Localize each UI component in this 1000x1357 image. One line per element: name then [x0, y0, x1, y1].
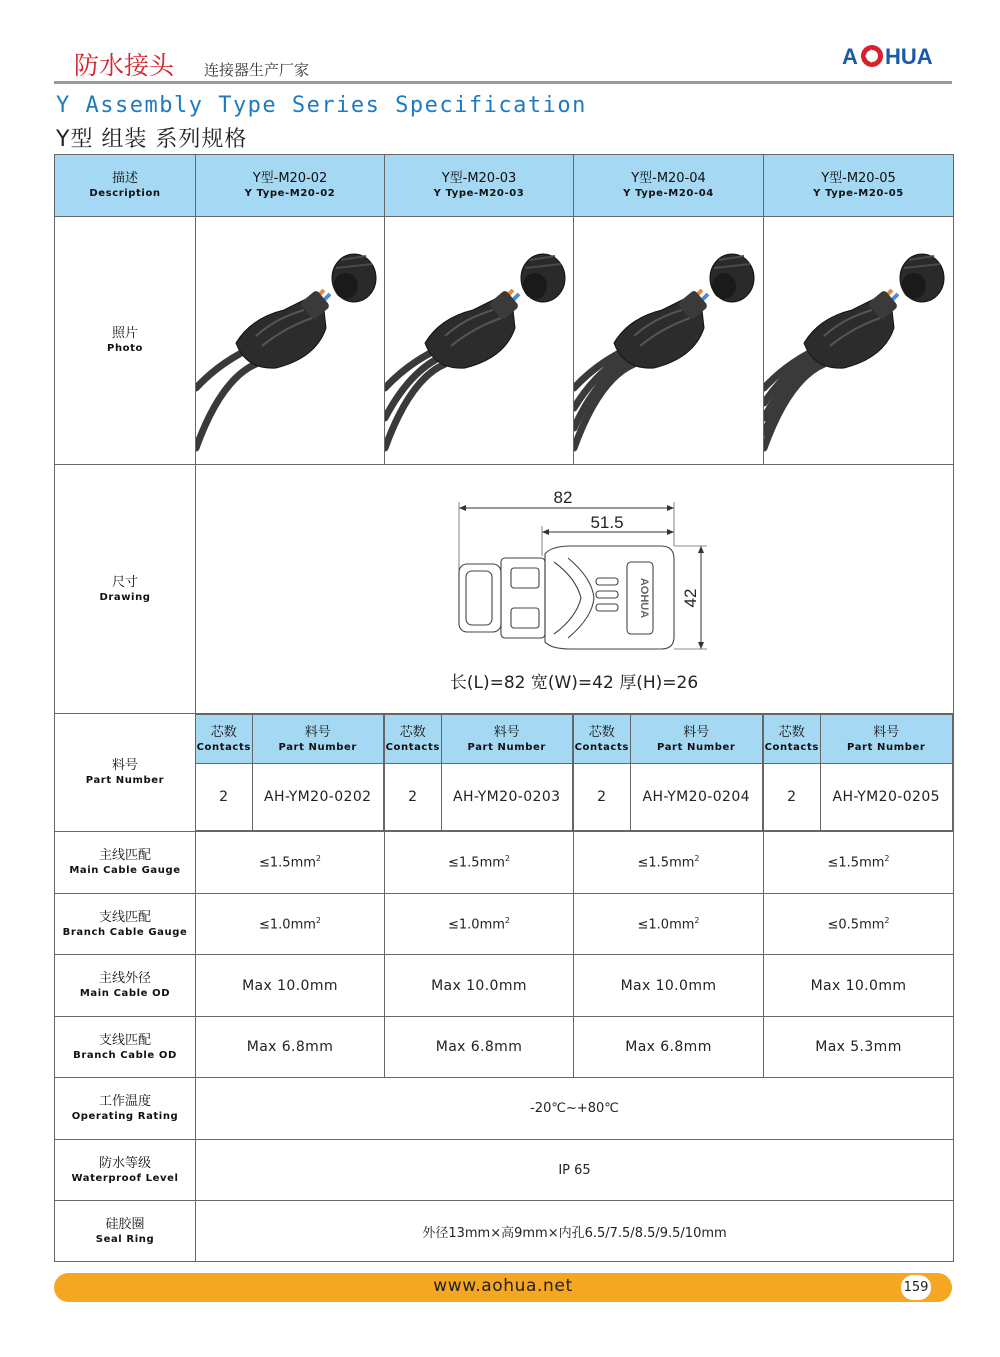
- contacts-value: 2: [196, 764, 252, 831]
- model-header: Y型-M20-05 Y Type-M20-05: [764, 155, 954, 217]
- waterproof-level-row: [55, 1140, 954, 1201]
- branch-cable-od-value: Max 6.8mm: [385, 1017, 574, 1078]
- main-cable-od-label: 主线外径 Main Cable OD: [55, 955, 196, 1017]
- part-number-value: AH-YM20-0202: [252, 764, 384, 831]
- contacts-value: 2: [385, 764, 441, 831]
- branch-cable-gauge-value: ≤1.0mm: [448, 917, 505, 933]
- drawing-label: 尺寸 Drawing: [55, 465, 196, 714]
- contacts-value: 2: [764, 764, 820, 831]
- main-cable-od-value: Max 10.0mm: [196, 955, 385, 1017]
- product-photo: [385, 217, 574, 465]
- header-divider: [54, 81, 952, 84]
- seal-ring-value: 外径13mm×高9mm×内孔6.5/7.5/8.5/9.5/10mm: [196, 1201, 954, 1262]
- operating-rating-row: [55, 1078, 954, 1140]
- branch-cable-od-row: [55, 1017, 954, 1078]
- svg-text:A: A: [842, 44, 858, 69]
- main-cable-gauge-row: 主线匹配 Main Cable Gauge $\le 1.5mm^2$ $\le 1.5mm^2$ $\le 1.5mm^2$ $\le 1.5mm^2$: [55, 832, 954, 894]
- dimension-drawing: [196, 465, 954, 714]
- product-photo: [574, 217, 764, 465]
- dim-height: 42: [681, 588, 700, 607]
- dim-inner: 51.5: [590, 512, 624, 532]
- table-header-row: [55, 155, 954, 217]
- waterproof-level-label: 防水等级 Waterproof Level: [55, 1140, 196, 1201]
- branch-cable-gauge-value: ≤1.0mm: [259, 917, 316, 933]
- main-cable-gauge-value: ≤1.5mm: [827, 855, 885, 871]
- main-cable-od-value: Max 10.0mm: [764, 955, 954, 1017]
- part-number-value: AH-YM20-0204: [630, 764, 763, 831]
- page-title-cn: Y型 组装 系列规格: [56, 127, 248, 152]
- svg-text:HUA: HUA: [885, 44, 933, 69]
- part-number-label: 料号 Part Number: [55, 714, 196, 832]
- aohua-logo: [842, 40, 952, 72]
- photo-row: [55, 217, 954, 465]
- part-number-cell: 芯数 Contacts 料号 Part Number 2 AH-YM20-0203: [385, 714, 574, 832]
- main-cable-gauge-value: ≤1.5mm: [259, 855, 316, 871]
- part-number-cell: 芯数 Contacts 料号 Part Number 2 AH-YM20-0204: [574, 714, 764, 832]
- waterproof-level-value: IP 65: [196, 1140, 954, 1201]
- branch-cable-od-value: Max 6.8mm: [196, 1017, 385, 1078]
- branch-cable-gauge-row: 支线匹配 Branch Cable Gauge $\le 1.0mm^2$ $\le 1.0mm^2$ $\le 1.0mm^2$ $\le 0.5mm^2$: [55, 894, 954, 955]
- part-number-value: AH-YM20-0205: [820, 764, 953, 831]
- footer-bar: [54, 1273, 952, 1302]
- branch-cable-gauge-value: ≤1.0mm: [637, 917, 695, 933]
- spec-table: [54, 154, 954, 1262]
- website-link[interactable]: www.aohua.net: [433, 1276, 573, 1296]
- main-cable-od-row: [55, 955, 954, 1017]
- part-number-cell: 芯数 Contacts 料号 Part Number 2 AH-YM20-0205: [764, 714, 954, 832]
- part-number-row: [55, 714, 954, 832]
- model-header: Y型-M20-03 Y Type-M20-03: [385, 155, 574, 217]
- product-photo: [764, 217, 954, 465]
- model-header: Y型-M20-04 Y Type-M20-04: [574, 155, 764, 217]
- photo-label: 照片 Photo: [55, 217, 196, 465]
- part-number-value: AH-YM20-0203: [441, 764, 573, 831]
- drawing-row: [55, 465, 954, 714]
- contacts-value: 2: [574, 764, 630, 831]
- main-cable-od-value: Max 10.0mm: [574, 955, 764, 1017]
- product-photo: [196, 217, 385, 465]
- branch-cable-od-value: Max 5.3mm: [764, 1017, 954, 1078]
- branch-cable-od-label: 支线匹配 Branch Cable OD: [55, 1017, 196, 1078]
- branch-cable-od-value: Max 6.8mm: [574, 1017, 764, 1078]
- seal-ring-row: [55, 1201, 954, 1262]
- header-title: 防水接头: [74, 51, 175, 80]
- seal-ring-label: 硅胶圈 Seal Ring: [55, 1201, 196, 1262]
- branch-cable-gauge-label: 支线匹配 Branch Cable Gauge: [55, 894, 196, 955]
- main-cable-gauge-value: ≤1.5mm: [448, 855, 505, 871]
- model-header: Y型-M20-02 Y Type-M20-02: [196, 155, 385, 217]
- dim-length: 82: [553, 487, 573, 507]
- operating-rating-value: -20℃~+80℃: [196, 1078, 954, 1140]
- main-cable-od-value: Max 10.0mm: [385, 955, 574, 1017]
- main-cable-gauge-value: ≤1.5mm: [637, 855, 695, 871]
- page-title-en: Y Assembly Type Series Specification: [56, 93, 587, 118]
- operating-rating-label: 工作温度 Operating Rating: [55, 1078, 196, 1140]
- drawing-caption: 长(L)=82 宽(W)=42 厚(H)=26: [449, 672, 699, 693]
- drawing-logo-mark: AOHUA: [638, 577, 650, 618]
- main-cable-gauge-label: 主线匹配 Main Cable Gauge: [55, 832, 196, 894]
- part-number-cell: 芯数 Contacts 料号 Part Number 2 AH-YM20-0202: [196, 714, 385, 832]
- branch-cable-gauge-value: ≤0.5mm: [827, 917, 885, 933]
- page-number: 159: [901, 1275, 931, 1300]
- header-subtitle: 连接器生产厂家: [204, 61, 310, 79]
- description-header: 描述 Description: [55, 155, 196, 217]
